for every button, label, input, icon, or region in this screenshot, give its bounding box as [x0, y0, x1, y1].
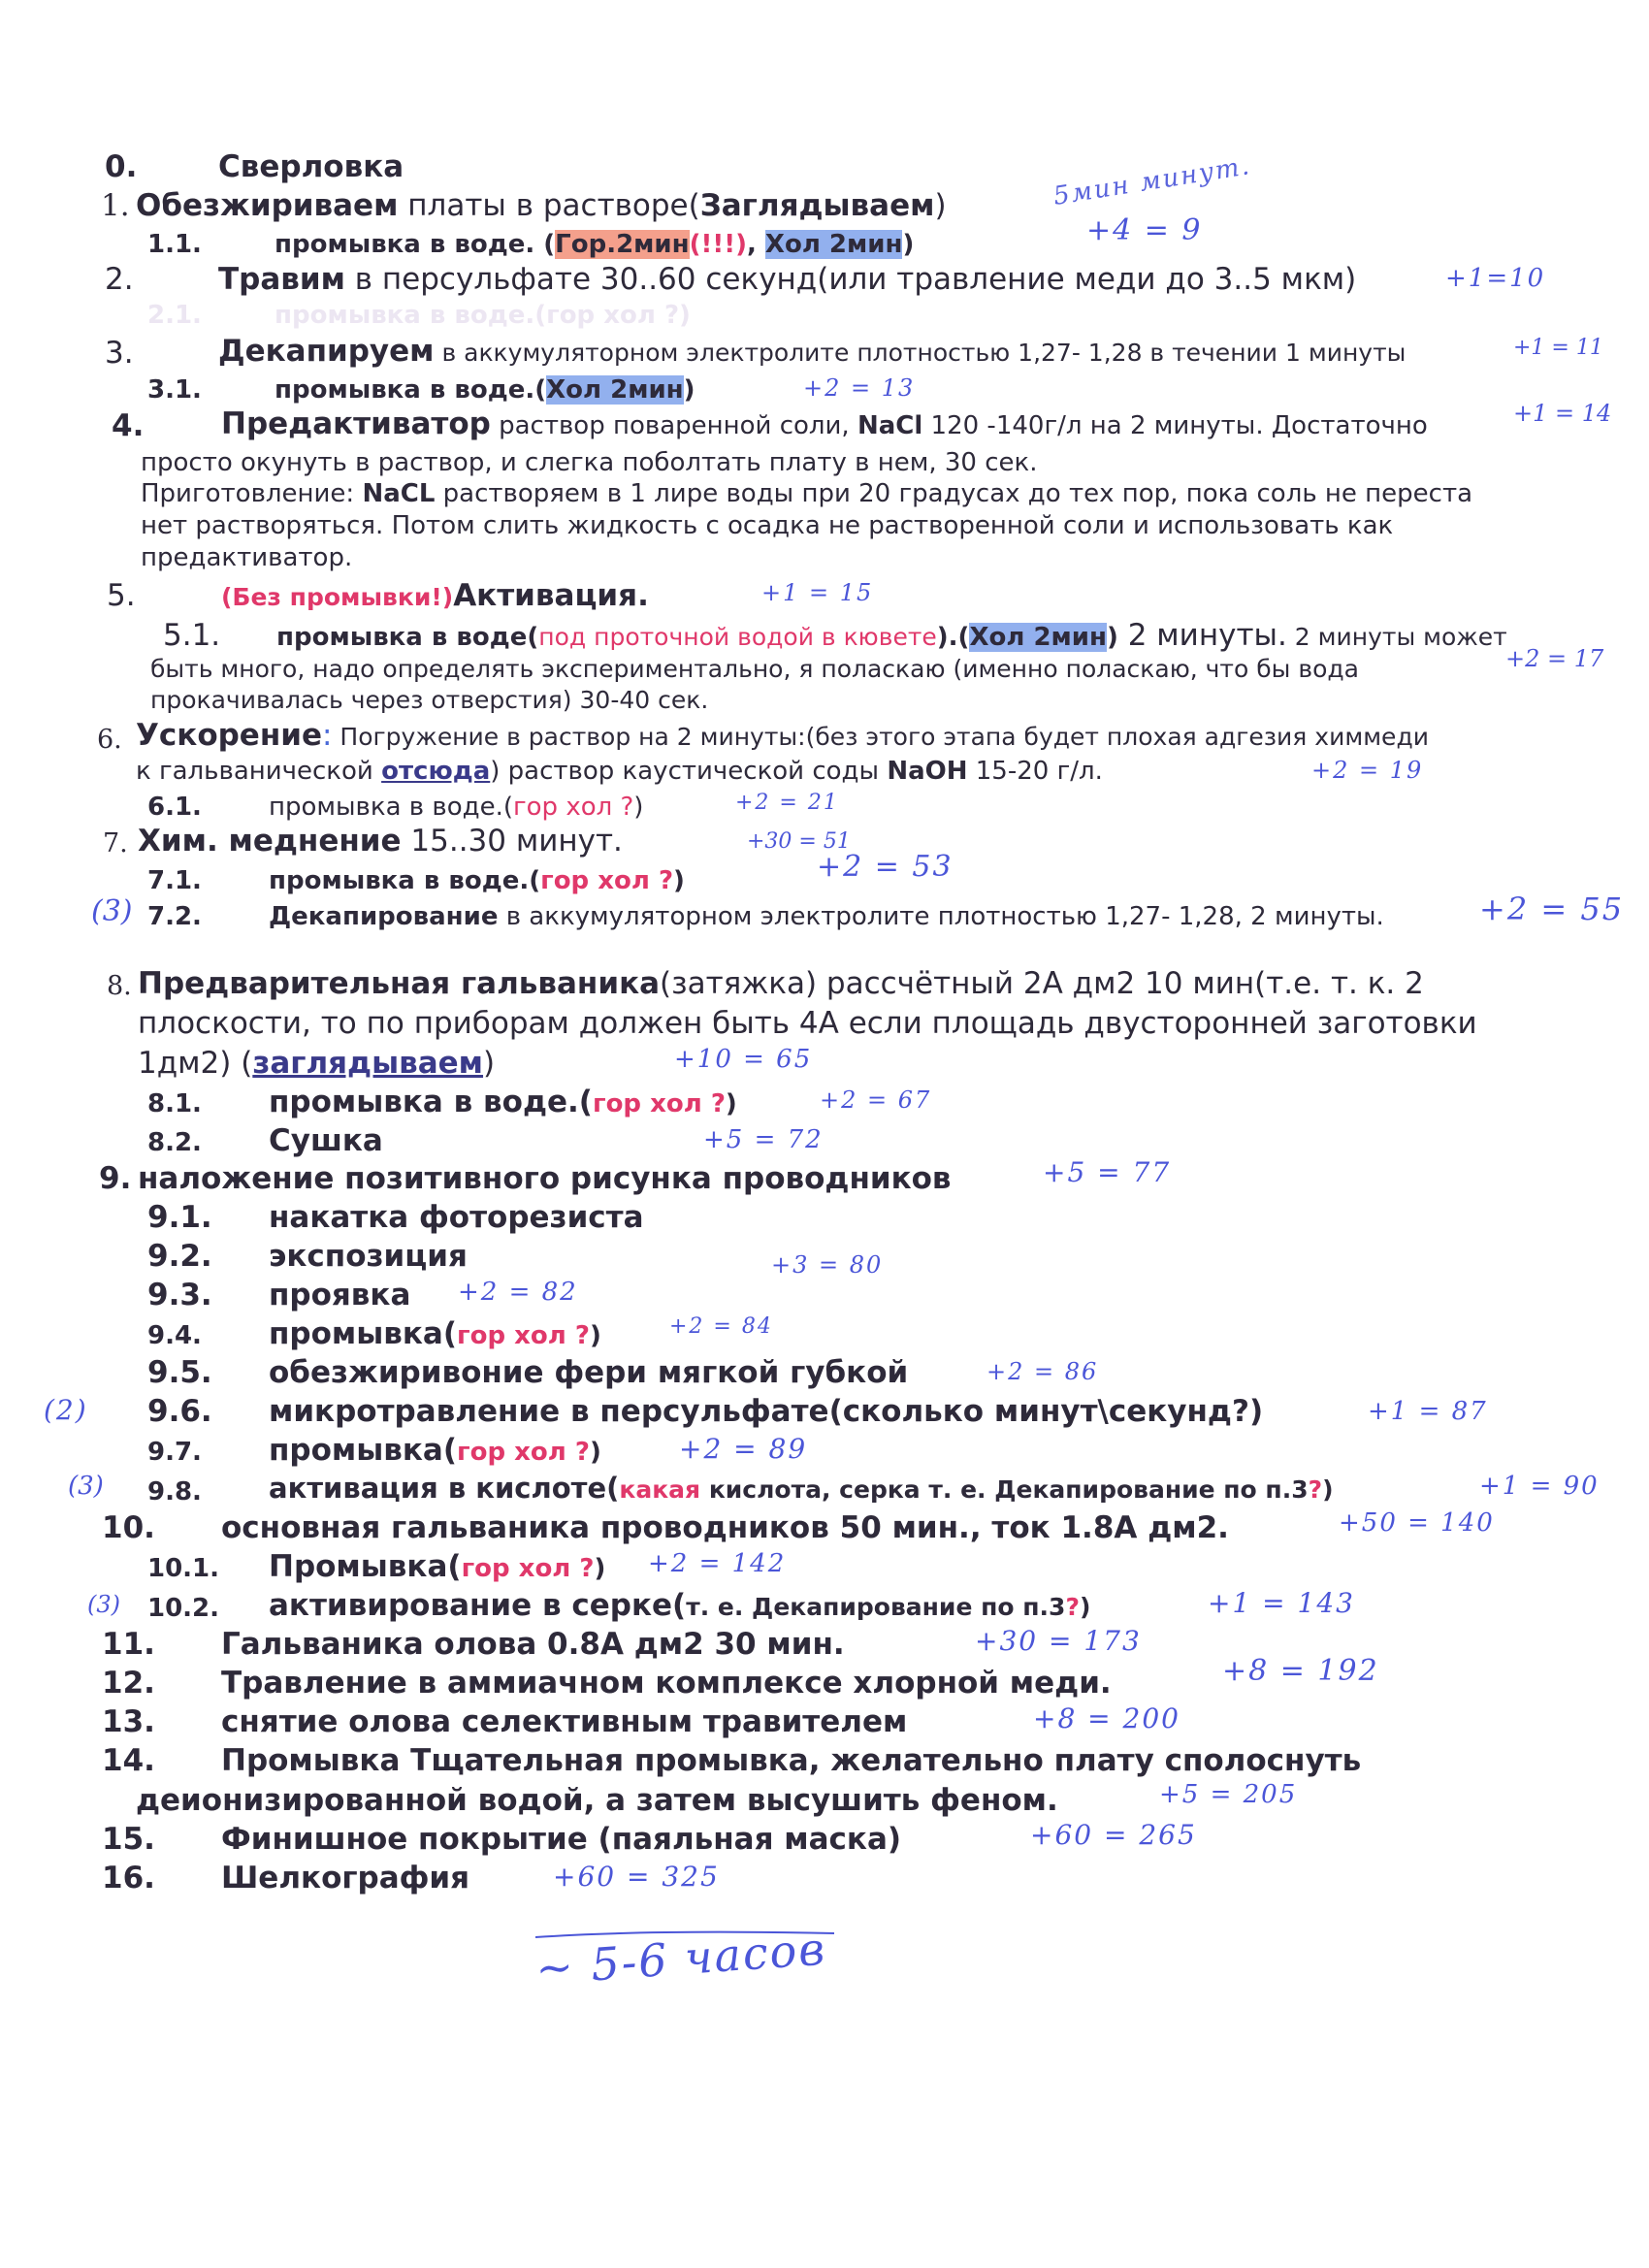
step-9-1: накатка фоторезиста: [269, 1200, 644, 1235]
step-number: 6.1.: [147, 793, 202, 822]
step-number: 15.: [102, 1822, 155, 1857]
step-13: снятие олова селективным травителем: [221, 1704, 908, 1739]
step-7-2: Декапирование в аккумуляторном электролите плотностью 1,27- 1,28, 2 минуты.: [269, 902, 1384, 931]
handwritten-note: +2 = 82: [458, 1278, 578, 1307]
step-5-1-line-2: быть много, надо определять экспериментально, я поласкаю (именно поласкаю, что бы вода: [150, 655, 1359, 683]
step-9-6: микротравление в персульфате(сколько минут\секунд?): [269, 1394, 1264, 1429]
step-number: 9.1.: [147, 1200, 212, 1235]
step-number: 10.: [102, 1510, 155, 1545]
handwritten-note: +1 = 15: [761, 579, 874, 606]
handwritten-total: ~ 5-6 часов: [534, 1922, 828, 1995]
step-5: (Без промывки!)Активация.: [221, 578, 649, 613]
step-number: 7.1.: [147, 866, 202, 895]
handwritten-note: +30 = 51: [747, 829, 851, 854]
step-number: 3.1.: [147, 375, 202, 405]
step-number: 8.1.: [147, 1089, 202, 1118]
handwritten-note: +2 = 53: [817, 850, 954, 884]
step-4-line-5: предактиватор.: [141, 543, 353, 572]
step-10-2: активирование в серке(т. е. Декапирование по п.3?): [269, 1588, 1091, 1623]
step-number: 9.5.: [147, 1355, 212, 1390]
step-1: Обезжириваем платы в растворе(Заглядываем): [136, 188, 947, 223]
step-number: 1.1.: [147, 230, 202, 259]
step-number: 16.: [102, 1861, 155, 1895]
step-11: Гальваника олова 0.8А дм2 30 мин.: [221, 1627, 845, 1662]
step-10: основная гальваника проводников 50 мин., ток 1.8А дм2.: [221, 1510, 1229, 1545]
step-14: Промывка Тщательная промывка, желательно плату сполоснуть: [221, 1743, 1362, 1778]
step-number: 8.: [107, 971, 132, 1001]
step-8-2: Сушка: [269, 1123, 383, 1158]
step-number: 8.2.: [147, 1128, 202, 1157]
step-number: 5.1.: [163, 618, 221, 653]
step-number: 11.: [102, 1627, 155, 1662]
step-8: Предварительная гальваника(затяжка) рассчётный 2А дм2 10 мин(т.е. т. к. 2: [138, 966, 1424, 1001]
step-9: наложение позитивного рисунка проводников: [138, 1161, 952, 1196]
handwritten-note: +1 = 14: [1513, 400, 1612, 427]
step-6-line-2: к гальванической отсюда) раствор каустической соды NaOH 15-20 г/л.: [136, 757, 1103, 786]
step-8-line-3: 1дм2) (заглядываем): [138, 1046, 496, 1081]
step-6: Ускорение: Погружение в раствор на 2 минуты:(без этого этапа будет плохая адгезия химмеди: [136, 718, 1429, 753]
step-number: 3.: [105, 336, 134, 371]
step-number: 7.: [103, 828, 128, 859]
handwritten-note: +2 = 89: [679, 1433, 808, 1465]
step-number: 9.7.: [147, 1438, 202, 1467]
step-5-1-line-3: прокачивалась через отверстия) 30-40 сек.: [150, 686, 709, 714]
handwritten-note: +2 = 17: [1505, 645, 1604, 672]
step-number: 9.: [99, 1161, 132, 1196]
handwritten-note: +1 = 87: [1368, 1397, 1488, 1426]
link-zaglyadyvaem[interactable]: Заглядываем: [699, 188, 935, 223]
handwritten-note: +1 = 143: [1208, 1587, 1355, 1619]
step-4-line-3: Приготовление: NaCL растворяем в 1 лире воды при 20 градусах до тех пор, пока соль не переста: [141, 479, 1473, 508]
handwritten-note: +1 = 11: [1513, 336, 1603, 360]
step-7: Хим. меднение 15..30 минут.: [138, 824, 623, 859]
handwritten-note: +5 = 205: [1159, 1780, 1298, 1809]
handwritten-note: +10 = 65: [674, 1045, 813, 1074]
step-8-line-2: плоскости, то по приборам должен быть 4А если площадь двусторонней заготовки: [138, 1006, 1477, 1041]
step-9-8: активация в кислоте(какая кислота, серка т. е. Декапирование по п.3?): [269, 1472, 1334, 1505]
step-number: 10.1.: [147, 1554, 220, 1583]
step-number: 4.: [112, 408, 145, 443]
step-number: 9.3.: [147, 1278, 212, 1312]
handwritten-note: +30 = 173: [975, 1625, 1142, 1657]
step-14-line-2: деионизированной водой, а затем высушить феном.: [136, 1783, 1058, 1818]
handwritten-margin-mark: (3): [91, 894, 133, 928]
handwritten-note: +2 = 142: [648, 1549, 787, 1578]
handwritten-note: +5 = 72: [703, 1125, 824, 1154]
step-number: 7.2.: [147, 902, 202, 931]
step-9-7: промывка(гор хол ?): [269, 1433, 601, 1468]
step-6-1: промывка в воде.(гор хол ?): [269, 793, 644, 822]
step-10-1: Промывка(гор хол ?): [269, 1549, 606, 1584]
handwritten-note: +2 = 67: [820, 1086, 932, 1114]
link-otsyuda[interactable]: отсюда: [381, 757, 491, 786]
handwritten-note: +2 = 86: [986, 1358, 1099, 1385]
handwritten-note: +2 = 21: [735, 791, 839, 815]
handwritten-note: +2 = 19: [1311, 757, 1424, 784]
step-4-line-2: просто окунуть в раствор, и слегка поболтать плату в нем, 30 сек.: [141, 448, 1038, 477]
step-number: 9.8.: [147, 1477, 202, 1507]
step-0-title: Сверловка: [218, 149, 404, 184]
handwritten-note: +2 = 84: [669, 1314, 773, 1339]
handwritten-note: +1=10: [1445, 264, 1546, 293]
step-12: Травление в аммиачном комплексе хлорной меди.: [221, 1666, 1112, 1701]
handwritten-note: +5 = 77: [1043, 1156, 1172, 1188]
step-2-1: промывка в воде.(гор хол ?): [275, 301, 691, 330]
step-8-1: промывка в воде.(гор хол ?): [269, 1085, 737, 1119]
step-5-1: промывка в воде(под проточной водой в кювете).(Хол 2мин) 2 минуты. 2 минуты может: [276, 618, 1507, 653]
handwritten-note: +8 = 200: [1033, 1702, 1180, 1734]
handwritten-note: +8 = 192: [1222, 1654, 1379, 1688]
link-zaglyadyvaem-2[interactable]: заглядываем: [252, 1046, 484, 1081]
handwritten-margin-mark: (2): [44, 1394, 88, 1426]
step-number: 5.: [107, 578, 136, 613]
step-9-5: обезжиривоние фери мягкой губкой: [269, 1355, 909, 1390]
step-number: 6.: [97, 725, 122, 755]
step-number: 13.: [102, 1704, 155, 1739]
step-4-line-4: нет растворяться. Потом слить жидкость с осадка не растворенной соли и использовать как: [141, 511, 1394, 540]
handwritten-note: 5мин минут.: [1051, 151, 1253, 211]
step-number: 9.4.: [147, 1321, 202, 1350]
step-number: 12.: [102, 1666, 155, 1701]
step-number: 14.: [102, 1743, 155, 1778]
step-7-1: промывка в воде.(гор хол ?): [269, 866, 685, 895]
handwritten-note: +60 = 325: [553, 1861, 720, 1893]
handwritten-underline: [534, 1926, 844, 1945]
step-3: Декапируем в аккумуляторном электролите плотностью 1,27- 1,28 в течении 1 минуты: [218, 334, 1406, 369]
handwritten-note: +2 = 55: [1479, 891, 1625, 927]
handwritten-note: +50 = 140: [1339, 1508, 1495, 1538]
step-9-2: экспозиция: [269, 1239, 468, 1274]
step-1-1: промывка в воде. (Гор.2мин(!!!), Хол 2мин): [275, 230, 915, 259]
step-9-4: промывка(гор хол ?): [269, 1316, 601, 1351]
handwritten-margin-mark: (3): [68, 1472, 104, 1501]
step-15: Финишное покрытие (паяльная маска): [221, 1822, 902, 1857]
step-16: Шелкография: [221, 1861, 470, 1895]
step-number: 10.2.: [147, 1594, 220, 1623]
handwritten-note: +60 = 265: [1030, 1819, 1197, 1851]
step-9-3: проявка: [269, 1278, 411, 1312]
step-3-1: промывка в воде.(Хол 2мин): [275, 375, 695, 405]
step-number: 2.1.: [147, 301, 202, 330]
step-2: Травим в персульфате 30..60 секунд(или травление меди до 3..5 мкм): [218, 262, 1357, 297]
step-number: 1.: [101, 188, 130, 223]
step-4: Предактиватор раствор поваренной соли, NaCl 120 -140г/л на 2 минуты. Достаточно: [221, 406, 1428, 441]
step-number: 9.2.: [147, 1239, 212, 1274]
step-number: 0.: [105, 149, 138, 184]
handwritten-note: +3 = 80: [771, 1251, 884, 1279]
step-number: 9.6.: [147, 1394, 212, 1429]
handwritten-note: +4 = 9: [1086, 213, 1203, 247]
step-number: 2.: [105, 262, 134, 297]
handwritten-note: +2 = 13: [803, 374, 916, 402]
handwritten-note: +1 = 90: [1479, 1472, 1600, 1501]
handwritten-margin-mark: (3): [87, 1591, 120, 1618]
